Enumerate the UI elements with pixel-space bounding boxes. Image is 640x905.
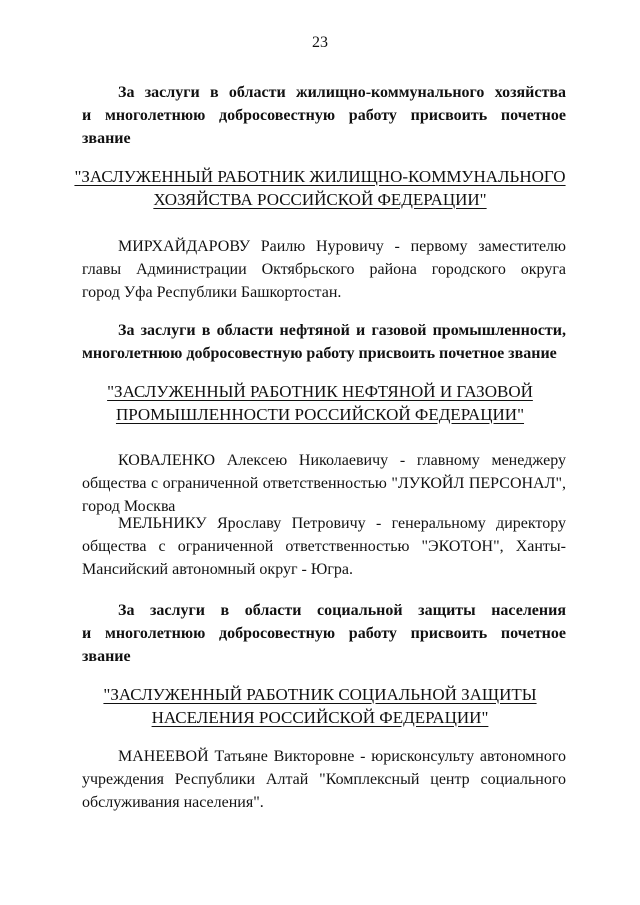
section-3-intro-line: звание [82, 648, 131, 665]
section-1-title-line: "ЗАСЛУЖЕННЫЙ РАБОТНИК ЖИЛИЩНО-КОММУНАЛЬНОГО [74, 167, 566, 186]
section-3-intro-line: и многолетнюю добросовестную работу присвоить почетное [82, 625, 566, 642]
awardee-line: МАНЕЕВОЙ Татьяне Викторовне - юрисконсульту автономного [118, 748, 566, 765]
awardee-line: МИРХАЙДАРОВУ Раилю Нуровичу - первому заместителю [118, 238, 566, 255]
section-3-title-line: НАСЕЛЕНИЯ РОССИЙСКОЙ ФЕДЕРАЦИИ" [151, 708, 489, 727]
section-1-awardee-1 [82, 235, 566, 304]
section-2-award-title [0, 380, 640, 426]
awardee-line: МЕЛЬНИКУ Ярославу Петровичу - генеральному директору [118, 515, 566, 532]
awardee-line: обслуживания населения". [82, 794, 264, 811]
section-1-intro-line: За заслуги в области жилищно-коммунального хозяйства [118, 84, 566, 101]
section-2-awardee-1 [82, 449, 566, 518]
section-3-awardee-1 [82, 745, 566, 814]
section-3-intro [82, 599, 566, 668]
awardee-line: КОВАЛЕНКО Алексею Николаевичу - главному менеджеру [118, 452, 566, 469]
section-1-award-title [0, 165, 640, 211]
page-number: 23 [312, 34, 328, 51]
section-2-intro-line: За заслуги в области нефтяной и газовой промышленности, [118, 322, 566, 339]
section-2-awardee-2 [82, 512, 566, 581]
section-1-intro [82, 81, 566, 150]
awardee-line: учреждения Республики Алтай "Комплексный центр социального [82, 771, 566, 788]
section-2-title-line: ПРОМЫШЛЕННОСТИ РОССИЙСКОЙ ФЕДЕРАЦИИ" [115, 405, 525, 424]
section-3-award-title [0, 683, 640, 729]
awardee-line: общества с ограниченной ответственностью "ЛУКОЙЛ ПЕРСОНАЛ", [82, 475, 566, 492]
section-2-title-line: "ЗАСЛУЖЕННЫЙ РАБОТНИК НЕФТЯНОЙ И ГАЗОВОЙ [107, 382, 533, 401]
awardee-line: Мансийский автономный округ - Югра. [82, 561, 353, 578]
awardee-line: город Уфа Республики Башкортостан. [82, 284, 342, 301]
section-2-intro [82, 319, 566, 365]
awardee-line: город Москва [82, 498, 176, 515]
section-3-intro-line: За заслуги в области социальной защиты населения [118, 602, 566, 619]
section-1-intro-line: и многолетнюю добросовестную работу присвоить почетное [82, 107, 566, 124]
section-3-title-line: "ЗАСЛУЖЕННЫЙ РАБОТНИК СОЦИАЛЬНОЙ ЗАЩИТЫ [103, 685, 537, 704]
section-2-intro-line: многолетнюю добросовестную работу присвоить почетное звание [82, 345, 557, 362]
section-1-intro-line: звание [82, 130, 131, 147]
awardee-line: общества с ограниченной ответственностью "ЭКОТОН", Ханты- [82, 538, 566, 555]
awardee-line: главы Администрации Октябрьского района городского округа [82, 261, 566, 278]
section-1-title-line: ХОЗЯЙСТВА РОССИЙСКОЙ ФЕДЕРАЦИИ" [153, 190, 487, 209]
